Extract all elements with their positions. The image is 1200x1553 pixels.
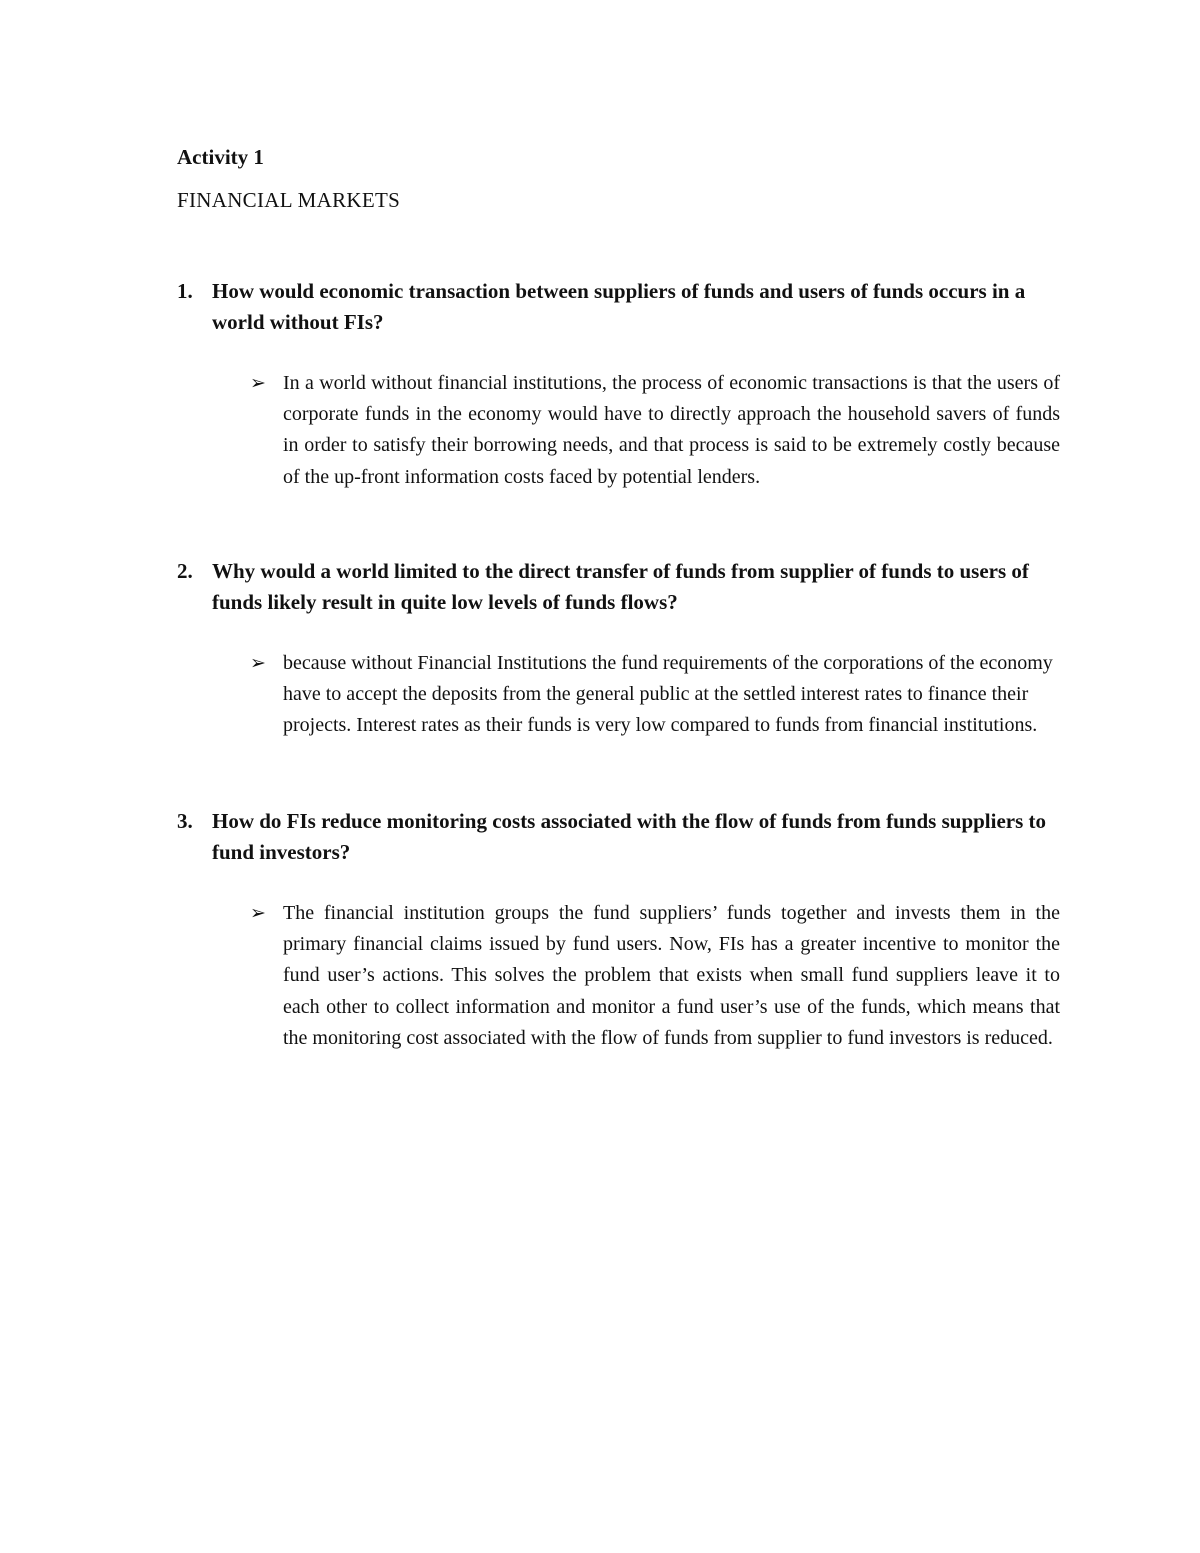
section-title: FINANCIAL MARKETS [177, 188, 401, 212]
activity-title: Activity 1 [177, 145, 264, 169]
question-2 [177, 556, 1057, 618]
question-text: Why would a world limited to the direct transfer of funds from supplier of funds to users of funds likely result in quite low levels of funds flows? [212, 559, 1029, 614]
answer-2 [250, 648, 1060, 742]
question-1 [177, 276, 1057, 338]
question-number: 1. [177, 279, 193, 303]
arrowhead-bullet-icon: ➢ [250, 372, 266, 394]
question-text: How do FIs reduce monitoring costs associated with the flow of funds from funds suppliers to fund investors? [212, 809, 1047, 864]
arrowhead-bullet-icon: ➢ [250, 652, 266, 674]
question-number: 3. [177, 809, 193, 833]
answer-text: because without Financial Institutions the fund requirements of the corporations of the economy have to accept the deposits from the general public at the settled interest rates to finance their projects. Interest rates as their funds is very low compared to funds from financial institutions. [283, 652, 1053, 737]
answer-text: The financial institution groups the fund suppliers’ funds together and invests them in the primary financial claims issued by fund users. Now, FIs has a greater incentive to monitor the fund user’s actions. This solves the problem that exists when small fund suppliers leave it to each other to collect information and monitor a fund user’s use of the funds, which means that the monitoring cost associated with the flow of funds from supplier to fund investors is reduced. [283, 902, 1060, 1049]
answer-text: In a world without financial institutions, the process of economic transactions is that the users of corporate funds in the economy would have to directly approach the household savers of funds in order to satisfy their borrowing needs, and that process is said to be extremely costly because of the up-front information costs faced by potential lenders. [283, 372, 1060, 488]
arrowhead-bullet-icon: ➢ [250, 902, 266, 924]
question-3 [177, 806, 1057, 868]
answer-3 [250, 898, 1060, 1054]
question-number: 2. [177, 559, 193, 583]
question-text: How would economic transaction between suppliers of funds and users of funds occurs in a world without FIs? [212, 279, 1026, 334]
answer-1 [250, 368, 1060, 493]
